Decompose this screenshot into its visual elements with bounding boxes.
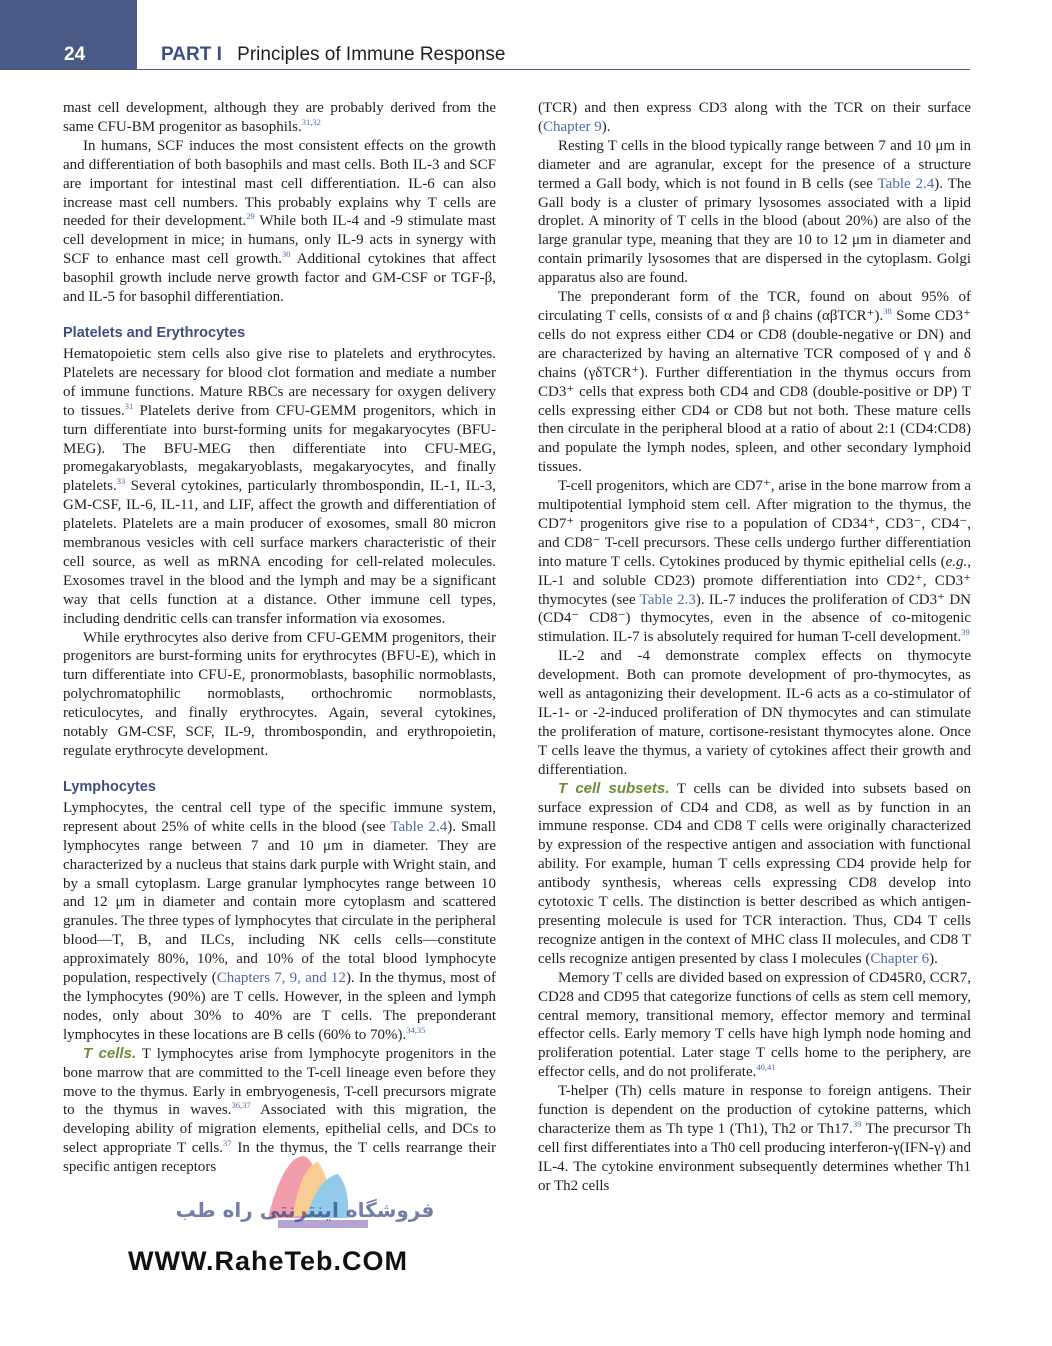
paragraph: (TCR) and then express CD3 along with the TCR on their surface (Chapter 9). xyxy=(538,100,971,135)
chapter-title: Principles of Immune Response xyxy=(237,44,506,65)
chapter-link[interactable]: Chapter 9 xyxy=(543,118,602,135)
table-link[interactable]: Table 2.3 xyxy=(639,591,696,608)
page-number-tab xyxy=(0,0,137,70)
reference-citation[interactable]: 31 xyxy=(124,400,134,411)
reference-citation[interactable]: 36,37 xyxy=(231,1100,251,1111)
left-column xyxy=(63,99,496,1177)
chapter-link[interactable]: Chapters 7, 9, and 12 xyxy=(216,970,346,987)
watermark-persian-text: فروشگاه اینترنتی راه طب xyxy=(175,1198,435,1222)
reference-citation[interactable]: 30 xyxy=(282,249,291,260)
reference-citation[interactable]: 37 xyxy=(223,1138,232,1149)
watermark-url: WWW.RaheTeb.COM xyxy=(128,1246,408,1276)
reference-citation[interactable]: 29 xyxy=(246,211,255,222)
paragraph: Lymphocytes, the central cell type of the specific immune system, represent about 25% of white cells in the blood (see Table 2.4). Small lymphocytes range between 7 and 10 μm in diameter. They are characterized by a nucleus that stains dark purple with Wright stain, and by a small cytoplasm. Large granular lymphocytes range between 10 and 12 μm in diameter and contain more cytoplasm and scattered granules. The three types of lymphocytes that circulate in the peripheral blood—T, B, and ILCs, including NK cells cells—constitute approximately 80%, 10%, and 10% of the total blood lymphocyte population, respectively (Chapters 7, 9, and 12). In the thymus, most of the lymphocytes (90%) are T cells. However, in the spleen and lymph nodes, only about 30% to 40% are T cells. The preponderant lymphocytes in these locations are B cells (60% to 70%).$^{34,35}$ xyxy=(63,799,496,1043)
paragraph: T cell subsets. T cells can be divided into subsets based on surface expression of CD4 and CD8, as well as by function in an immune response. CD4 and CD8 T cells were originally characterized by expression of the respective antigen and association with functional ability. For example, human T cells expressing CD4 provide help for antibody synthesis, whereas cells expressing CD8 develop into cytotoxic T cells. The distinction is better described as which antigen-presenting molecule is used for TCR interaction. Thus, CD4 T cells recognize antigen in the context of MHC class II molecules, and CD8 T cells recognize antigen presented by class I molecules (Chapter 6). xyxy=(538,779,971,967)
reference-citation[interactable]: 40,41 xyxy=(756,1062,776,1073)
table-link[interactable]: Table 2.4 xyxy=(390,818,448,835)
running-header xyxy=(161,44,505,66)
paragraph: The preponderant form of the TCR, found on about 95% of circulating T cells, consists of α and β chains (αβTCR⁺).$^{38}$ Some CD3⁺ cells do not express either CD4 or CD8 (double-negative or DN) and are characterized by having an alternative TCR composed of γ and δ chains (γδTCR⁺). Further differentiation in the thymus occurs from CD3⁺ cells that express both CD4 and CD8 (double-positive or DP) T cells expressing either CD4 or CD8 but not both. These mature cells then circulate in the peripheral blood at a ratio of about 2:1 (CD4:CD8) and populate the lymph nodes, spleen, and other secondary lymphoid tissues. xyxy=(538,289,971,476)
paragraph: While erythrocytes also derive from CFU-GEMM progenitors, their progenitors are burst-forming units for erythrocytes (BFU-E), which in turn differentiate into CFU-E, pronormoblasts, basophilic normoblasts, polychromatophilic normoblasts, orthochromic normoblasts, reticulocytes, and finally erythrocytes. Again, several cytokines, notably GM-CSF, SCF, IL-9, thrombospondin, and erythropoietin, regulate erythrocyte development. xyxy=(63,629,496,759)
paragraph: Resting T cells in the blood typically range between 7 and 10 μm in diameter and are agranular, except for the presence of a structure termed a Gall body, which is not found in B cells (see Table 2.4). The Gall body is a cluster of primary lysosomes associated with a lipid droplet. A minority of T cells in the blood (about 20%) are also of the large granular type, meaning that they are 10 to 12 μm in diameter and contain primarily lysosomes that are dispersed in the cytoplasm. Golgi apparatus also are found. xyxy=(538,137,971,287)
paragraph: T cells. T lymphocytes arise from lymphocyte progenitors in the bone marrow that are committed to the T-cell lineage even before they move to the thymus. Early in embryogenesis, T-cell precursors migrate to the thymus in waves.$^{36,37}$ Associated with this migration, the developing ability of migration elements, epithelial cells, and DCs to select appropriate T cells.$^{37}$ In the thymus, the T cells rearrange their specific antigen receptors xyxy=(63,1044,497,1176)
reference-citation[interactable]: 39 xyxy=(961,627,970,638)
right-column xyxy=(538,99,971,1196)
reference-citation[interactable]: 39 xyxy=(852,1118,862,1129)
section-heading-platelets: Platelets and Erythrocytes xyxy=(63,324,246,341)
paragraph: IL-2 and -4 demonstrate complex effects on thymocyte development. Both can promote development of pro-thymocytes, as well as antagonizing their development. IL-6 acts as a co-stimulator of IL-1- or -2-induced proliferation of DN thymocytes and can stimulate the proliferation of mature, cortisone-resistant thymocytes alone. Once T cells leave the thymus, a variety of cytokines affect their growth and differentiation. xyxy=(538,648,971,778)
paragraph: T-helper (Th) cells mature in response to foreign antigens. Their function is dependent on the production of cytokine patterns, which characterize them as Th type 1 (Th1), Th2 or Th17.39 The precursor Th cell first differentiates into a Th0 cell producing interferon-γ(IFN-γ) and IL-4. The cytokine environment subsequently determines whether Th1 or Th2 cells xyxy=(538,1083,971,1194)
paragraph: Hematopoietic stem cells also give rise to platelets and erythrocytes. Platelets are necessary for blood clot formation and mediate a number of immune functions. Mature RBCs are necessary for oxygen delivery to tissues.$^{31}$ Platelets derive from CFU-GEMM progenitors, which in turn differentiate into burst-forming units for megakaryocytes (BFU-MEG). The BFU-MEG then differentiate into CFU-MEG, promegakaryoblasts, megakaryoblasts, megakaryocytes, and finally platelets.$^{33}$ Several cytokines, particularly thrombospondin, IL-1, IL-3, GM-CSF, IL-6, IL-11, and LIF, affect the growth and differentiation of platelets. Platelets are a main producer of exosomes, small 80 micron membranous vesicles with cell surface markers characteristic of their cell source, as well as mRNA encoding for cell-related molecules. Exosomes travel in the blood and the lymph and may be a significant way that cells function at a distance. Other immune cell types, including dendritic cells can transfer information via exosomes. xyxy=(63,345,496,627)
part-label: PART I xyxy=(161,44,222,65)
reference-citation[interactable]: 34,35 xyxy=(406,1024,426,1035)
paragraph: Memory T cells are divided based on expression of CD45R0, CCR7, CD28 and CD95 that categorize functions of cells as stem cell memory, central memory, transitional memory, effector memory and terminal effector cells. Early memory T cells have high lymph node homing and proliferation potential. Later stage T cells home to the periphery, are effector cells, and do not proliferate.$^{40,41}$ xyxy=(538,969,971,1081)
runin-heading: T cell subsets. xyxy=(558,779,670,797)
paragraph: T-cell progenitors, which are CD7⁺, arise in the bone marrow from a multipotential lymphoid stem cell. After migration to the thymus, the CD7⁺ progenitors give rise to a population of CD34⁺, CD3⁻, CD4⁻, and CD8⁻ T-cell precursors. These cells undergo further differentiation into mature T cells. Cytokines produced by thymic epithelial cells (e.g., IL-1 and soluble CD23) promote differentiation into CD2⁺, CD3⁺ thymocytes (see Table 2.3). IL-7 induces the proliferation of CD3⁺ DN (CD4⁻ CD8⁻) thymocytes, even in the absence of co-mitogenic stimulation. IL-7 is absolutely required for human T-cell development.$^{39}$ xyxy=(538,478,971,646)
section-heading-lymphocytes: Lymphocytes xyxy=(63,778,156,795)
reference-citation[interactable]: 38 xyxy=(883,305,892,316)
reference-citation[interactable]: 31,32 xyxy=(301,116,321,127)
header-rule xyxy=(137,69,970,70)
paragraph: mast cell development, although they are probably derived from the same CFU-BM progenitor as basophils.$^{31,32}$ xyxy=(63,100,496,135)
paragraph: In humans, SCF induces the most consistent effects on the growth and differentiation of both basophils and mast cells. Both IL-3 and SCF are important for intestinal mast cell differentiation. IL-6 can also increase mast cell numbers. This probably explains why T cells are needed for their development.$^{29}$ While both IL-4 and -9 stimulate mast cell development in mice; in humans, only IL-9 acts in synergy with SCF to enhance mast cell growth.$^{30}$ Additional cytokines that affect basophil growth include nerve growth factor and GM-CSF or TGF-β, and IL-5 for basophil differentiation. xyxy=(63,137,496,306)
reference-citation[interactable]: 33 xyxy=(116,476,126,487)
table-link[interactable]: Table 2.4 xyxy=(877,175,935,192)
page-number: 24 xyxy=(64,44,86,65)
runin-heading: T cells. xyxy=(83,1044,137,1062)
chapter-link[interactable]: Chapter 6 xyxy=(870,950,930,967)
